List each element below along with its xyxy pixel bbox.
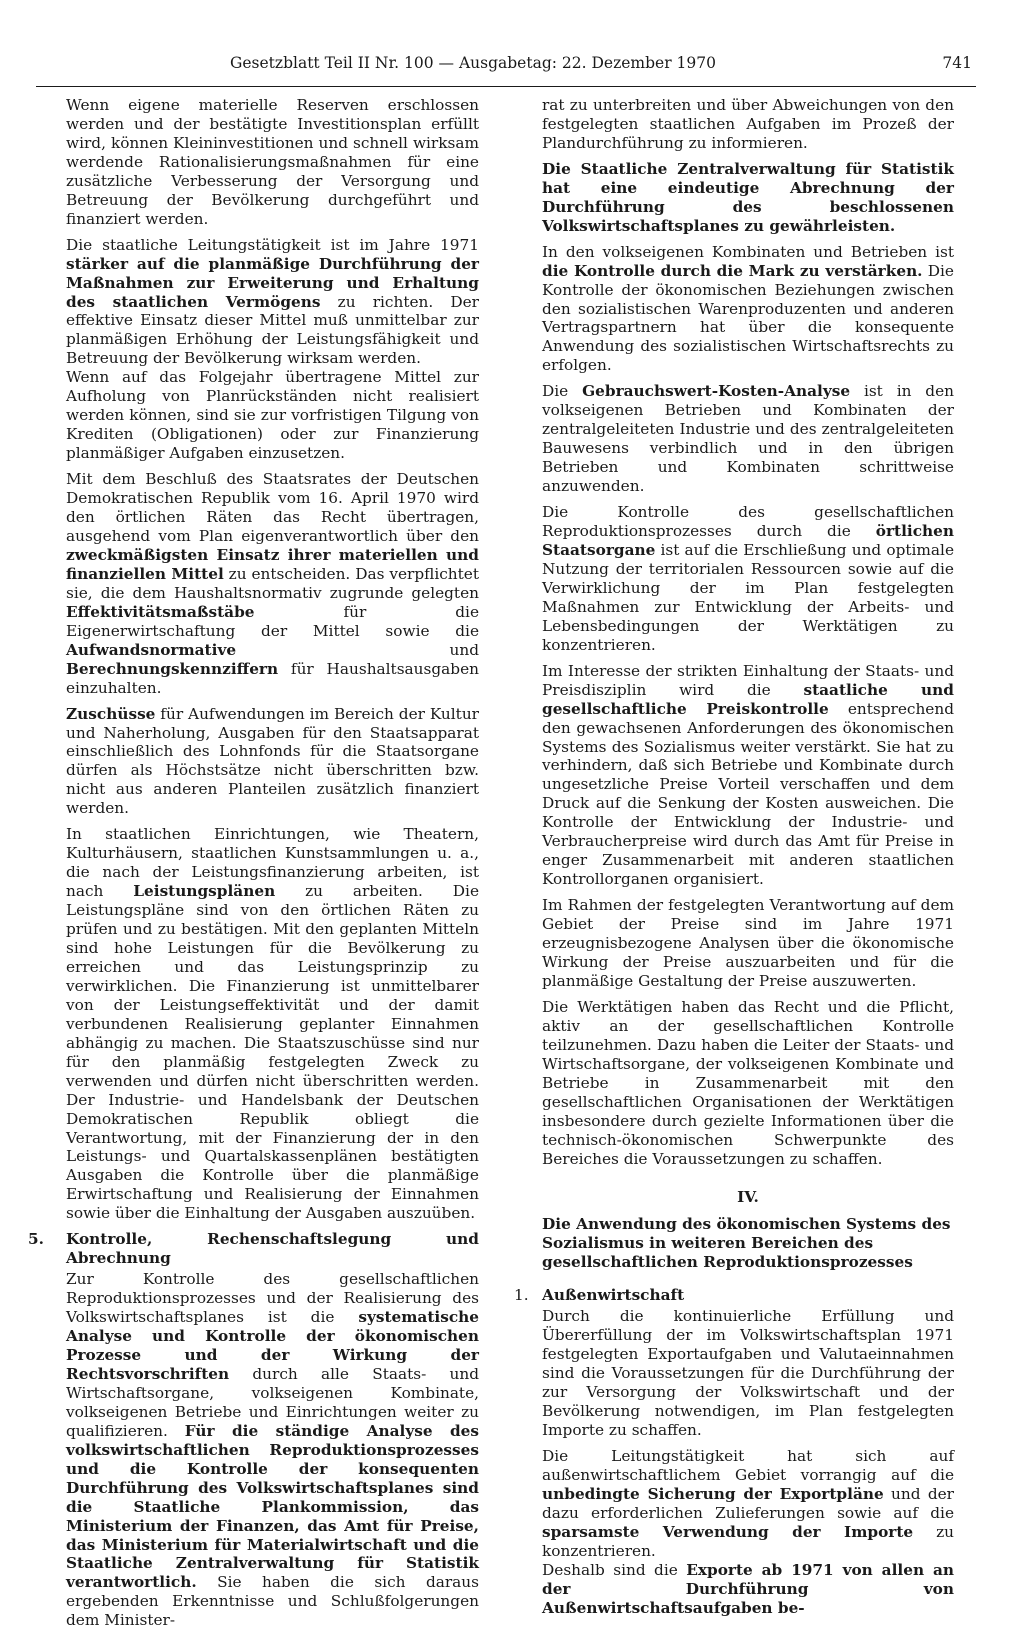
paragraph: Die Staatliche Zentralverwaltung für Statistik hat eine eindeutige Abrechnung der Durchführung des beschlossenen Volkswirtschaftsplanes zu gewährleisten. <box>542 159 954 235</box>
page-number: 741 <box>942 54 972 72</box>
paragraph: Die Kontrolle des gesellschaftlichen Reproduktionsprozesses durch die örtlichen Staatsorgane ist auf die Erschließung und optimale Nutzung der territorialen Ressourcen sowie auf die Verwirklichung der im Plan festgelegten Maßnahmen zur Entwicklung der Arbeits- und Lebensbedingungen der Werktätigen zu konzentrieren. <box>542 503 954 654</box>
paragraph: Wenn auf das Folgejahr übertragene Mittel zur Aufholung von Planrückständen nicht realisiert werden können, sind sie zur vorfristigen Tilgung von Krediten (Obligationen) oder zur Finanzierung planmäßiger Aufgaben einzusetzen. <box>66 368 479 463</box>
paragraph: Durch die kontinuierliche Erfüllung und Übererfüllung der im Volkswirtschaftsplan 1971 festgelegten Exportaufgaben und Valutaeinnahmen sind die Voraussetzungen für die Durchführung der zur Versorgung der Volkswirtschaft und der Bevölkerung notwendigen, im Plan festgelegten Importe zu schaffen. <box>542 1307 954 1439</box>
paragraph: Zuschüsse für Aufwendungen im Bereich der Kultur und Naherholung, Ausgaben für den Staatsapparat einschließlich des Lohnfonds für die Staatsorgane dürfen als Höchstsätze nicht überschritten bzw. nicht aus anderen Planteilen zusätzlich finanziert werden. <box>66 704 479 818</box>
paragraph: Die Gebrauchswert-Kosten-Analyse ist in den volkseigenen Betrieben und Kombinaten der zentralgeleiteten Industrie und des zentralgeleiteten Bauwesens verbindlich und in den übrigen Betrieben und Kombinaten schrittweise anzuwenden. <box>542 382 954 496</box>
paragraph: Die Leitungstätigkeit hat sich auf außenwirtschaftlichem Gebiet vorrangig auf die unbedingte Sicherung der Exportpläne und der dazu erforderlichen Zulieferungen sowie auf die sparsamste Verwendung der Importe zu konzentrieren. <box>542 1446 955 1560</box>
part-title: Die Anwendung des ökonomischen Systems des Sozialismus in weiteren Bereichen des gesellschaftlichen Reproduktionsprozesses <box>542 1215 951 1272</box>
part-number: IV. <box>737 1188 759 1207</box>
paragraph: Die Werktätigen haben das Recht und die Pflicht, aktiv an der gesellschaftlichen Kontrolle teilzunehmen. Dazu haben die Leiter der Staats- und Wirtschaftsorgane, der volkseigenen Kombinate und Betriebe in Zusammenarbeit mit den gesellschaftlichen Organisationen der Werktätigen insbesondere durch gezielte Informationen über die technisch-ökonomischen Schwerpunkte des Bereiches die Voraussetzungen zu schaffen. <box>542 997 954 1168</box>
paragraph: Wenn eigene materielle Reserven erschlossen werden und der bestätigte Investitionsplan erfüllt wird, können Kleininvestitionen und schnell wirksam werdende Rationalisierungsmaßnahmen für eine zusätzliche Verbesserung der Versorgung und Betreuung der Bevölkerung durchgeführt und finanziert werden. <box>66 96 479 228</box>
subsection-heading <box>514 1286 954 1305</box>
right-column <box>514 96 955 1624</box>
section-heading <box>28 1230 479 1268</box>
header-rule <box>36 86 976 87</box>
section-title: Kontrolle, Rechenschaftslegung und Abrechnung <box>66 1230 479 1268</box>
header-title: Gesetzblatt Teil II Nr. 100 — Ausgabetag: 22. Dezember 1970 <box>230 54 716 72</box>
subsection-title: Außenwirtschaft <box>542 1286 685 1305</box>
page-header <box>230 54 972 80</box>
paragraph: rat zu unterbreiten und über Abweichungen von den festgelegten staatlichen Aufgaben im Prozeß der Plandurchführung zu informieren. <box>542 96 954 152</box>
paragraph: In den volkseigenen Kombinaten und Betrieben ist die Kontrolle durch die Mark zu verstärken. Die Kontrolle der ökonomischen Beziehungen zwischen den sozialistischen Warenproduzenten und anderen Vertragspartnern hat über die konsequente Anwendung des sozialistischen Wirtschaftsrechts zu erfolgen. <box>542 242 954 375</box>
paragraph: Mit dem Beschluß des Staatsrates der Deutschen Demokratischen Republik vom 16. April 1970 wird den örtlichen Räten das Recht übertragen, ausgehend vom Plan eigenverantwortlich über den zweckmäßigsten Einsatz ihrer materiellen und finanziellen Mittel zu entscheiden. Das verpflichtet sie, die dem Haushaltsnormativ zugrunde gelegten Effektivitätsmaßstäbe für die Eigenerwirtschaftung der Mittel sowie die Aufwandsnormative und Berechnungskennziffern für Haushaltsausgaben einzuhalten. <box>66 470 479 697</box>
paragraph: Im Interesse der strikten Einhaltung der Staats- und Preisdisziplin wird die staatliche und gesellschaftliche Preiskontrolle entsprechend den gewachsenen Anforderungen des ökonomischen Systems des Sozialismus weiter verstärkt. Sie hat zu verhindern, daß sich Betriebe und Kombinate durch ungesetzliche Preise Vorteil verschaffen und dem Druck auf die Senkung der Kosten ausweichen. Die Kontrolle der Entwicklung der Industrie- und Verbraucherpreise wird durch das Amt für Preise in enger Zusammenarbeit mit anderen staatlichen Kontrollorganen organisiert. <box>542 661 955 889</box>
paragraph: In staatlichen Einrichtungen, wie Theatern, Kulturhäusern, staatlichen Kunstsammlungen u. a., die nach der Leistungsfinanzierung arbeiten, ist nach Leistungsplänen zu arbeiten. Die Leistungspläne sind von den örtlichen Räten zu prüfen und zu bestätigen. Mit den geplanten Mitteln sind hohe Leistungen für die Bevölkerung zu erreichen und das Leistungsprinzip zu verwirklichen. Die Finanzierung ist unmittelbarer von der Leistungseffektivität und der damit verbundenen Realisierung geplanter Einnahmen abhängig zu machen. Die Staatszuschüsse sind nur für den planmäßig festgelegten Zweck zu verwenden und dürfen nicht überschritten werden. Der Industrie- und Handelsbank der Deutschen Demokratischen Republik obliegt die Verantwortung, mit der Finanzierung der in den Leistungs- und Quartalskassenplänen bestätigten Ausgaben die Kontrolle über die planmäßige Erwirtschaftung und Realisierung der Einnahmen sowie über die Einhaltung der Ausgaben auszuüben. <box>66 825 479 1223</box>
paragraph: Die staatliche Leitungstätigkeit ist im Jahre 1971 stärker auf die planmäßige Durchführung der Maßnahmen zur Erweiterung und Erhaltung des staatlichen Vermögens zu richten. Der effektive Einsatz dieser Mittel muß unmittelbar zur planmäßigen Erhöhung der Leistungsfähigkeit und Betreuung der Bevölkerung wirksam werden. <box>66 235 479 368</box>
paragraph: Zur Kontrolle des gesellschaftlichen Reproduktionsprozesses und der Realisierung des Volkswirtschaftsplanes ist die systematische Analyse und Kontrolle der ökonomischen Prozesse und der Wirkung der Rechtsvorschriften durch alle Staats- und Wirtschaftsorgane, volkseigenen Kombinate, volkseigenen Betriebe und Einrichtungen weiter zu qualifizieren. Für die ständige Analyse des volkswirtschaftlichen Reproduktionsprozesses und die Kontrolle der konsequenten Durchführung des Volkswirtschaftsplanes sind die Staatliche Plankommission, das Ministerium der Finanzen, das Amt für Preise, das Ministerium für Materialwirtschaft und die Staatliche Zentralverwaltung für Statistik verantwortlich. Sie haben die sich daraus ergebenden Erkenntnisse und Schlußfolgerungen dem Minister- <box>66 1270 480 1630</box>
left-column <box>28 96 480 1637</box>
subsection-number: 1. <box>514 1286 529 1305</box>
paragraph: Deshalb sind die Exporte ab 1971 von allen an der Durchführung von Außenwirtschaftsaufgaben be- <box>542 1560 954 1617</box>
paragraph: Im Rahmen der festgelegten Verantwortung auf dem Gebiet der Preise sind im Jahre 1971 erzeugnisbezogene Analysen über die ökonomische Wirkung der Preise auszuarbeiten und für die planmäßige Gestaltung der Preise auszuwerten. <box>542 896 954 990</box>
section-number: 5. <box>28 1230 44 1249</box>
